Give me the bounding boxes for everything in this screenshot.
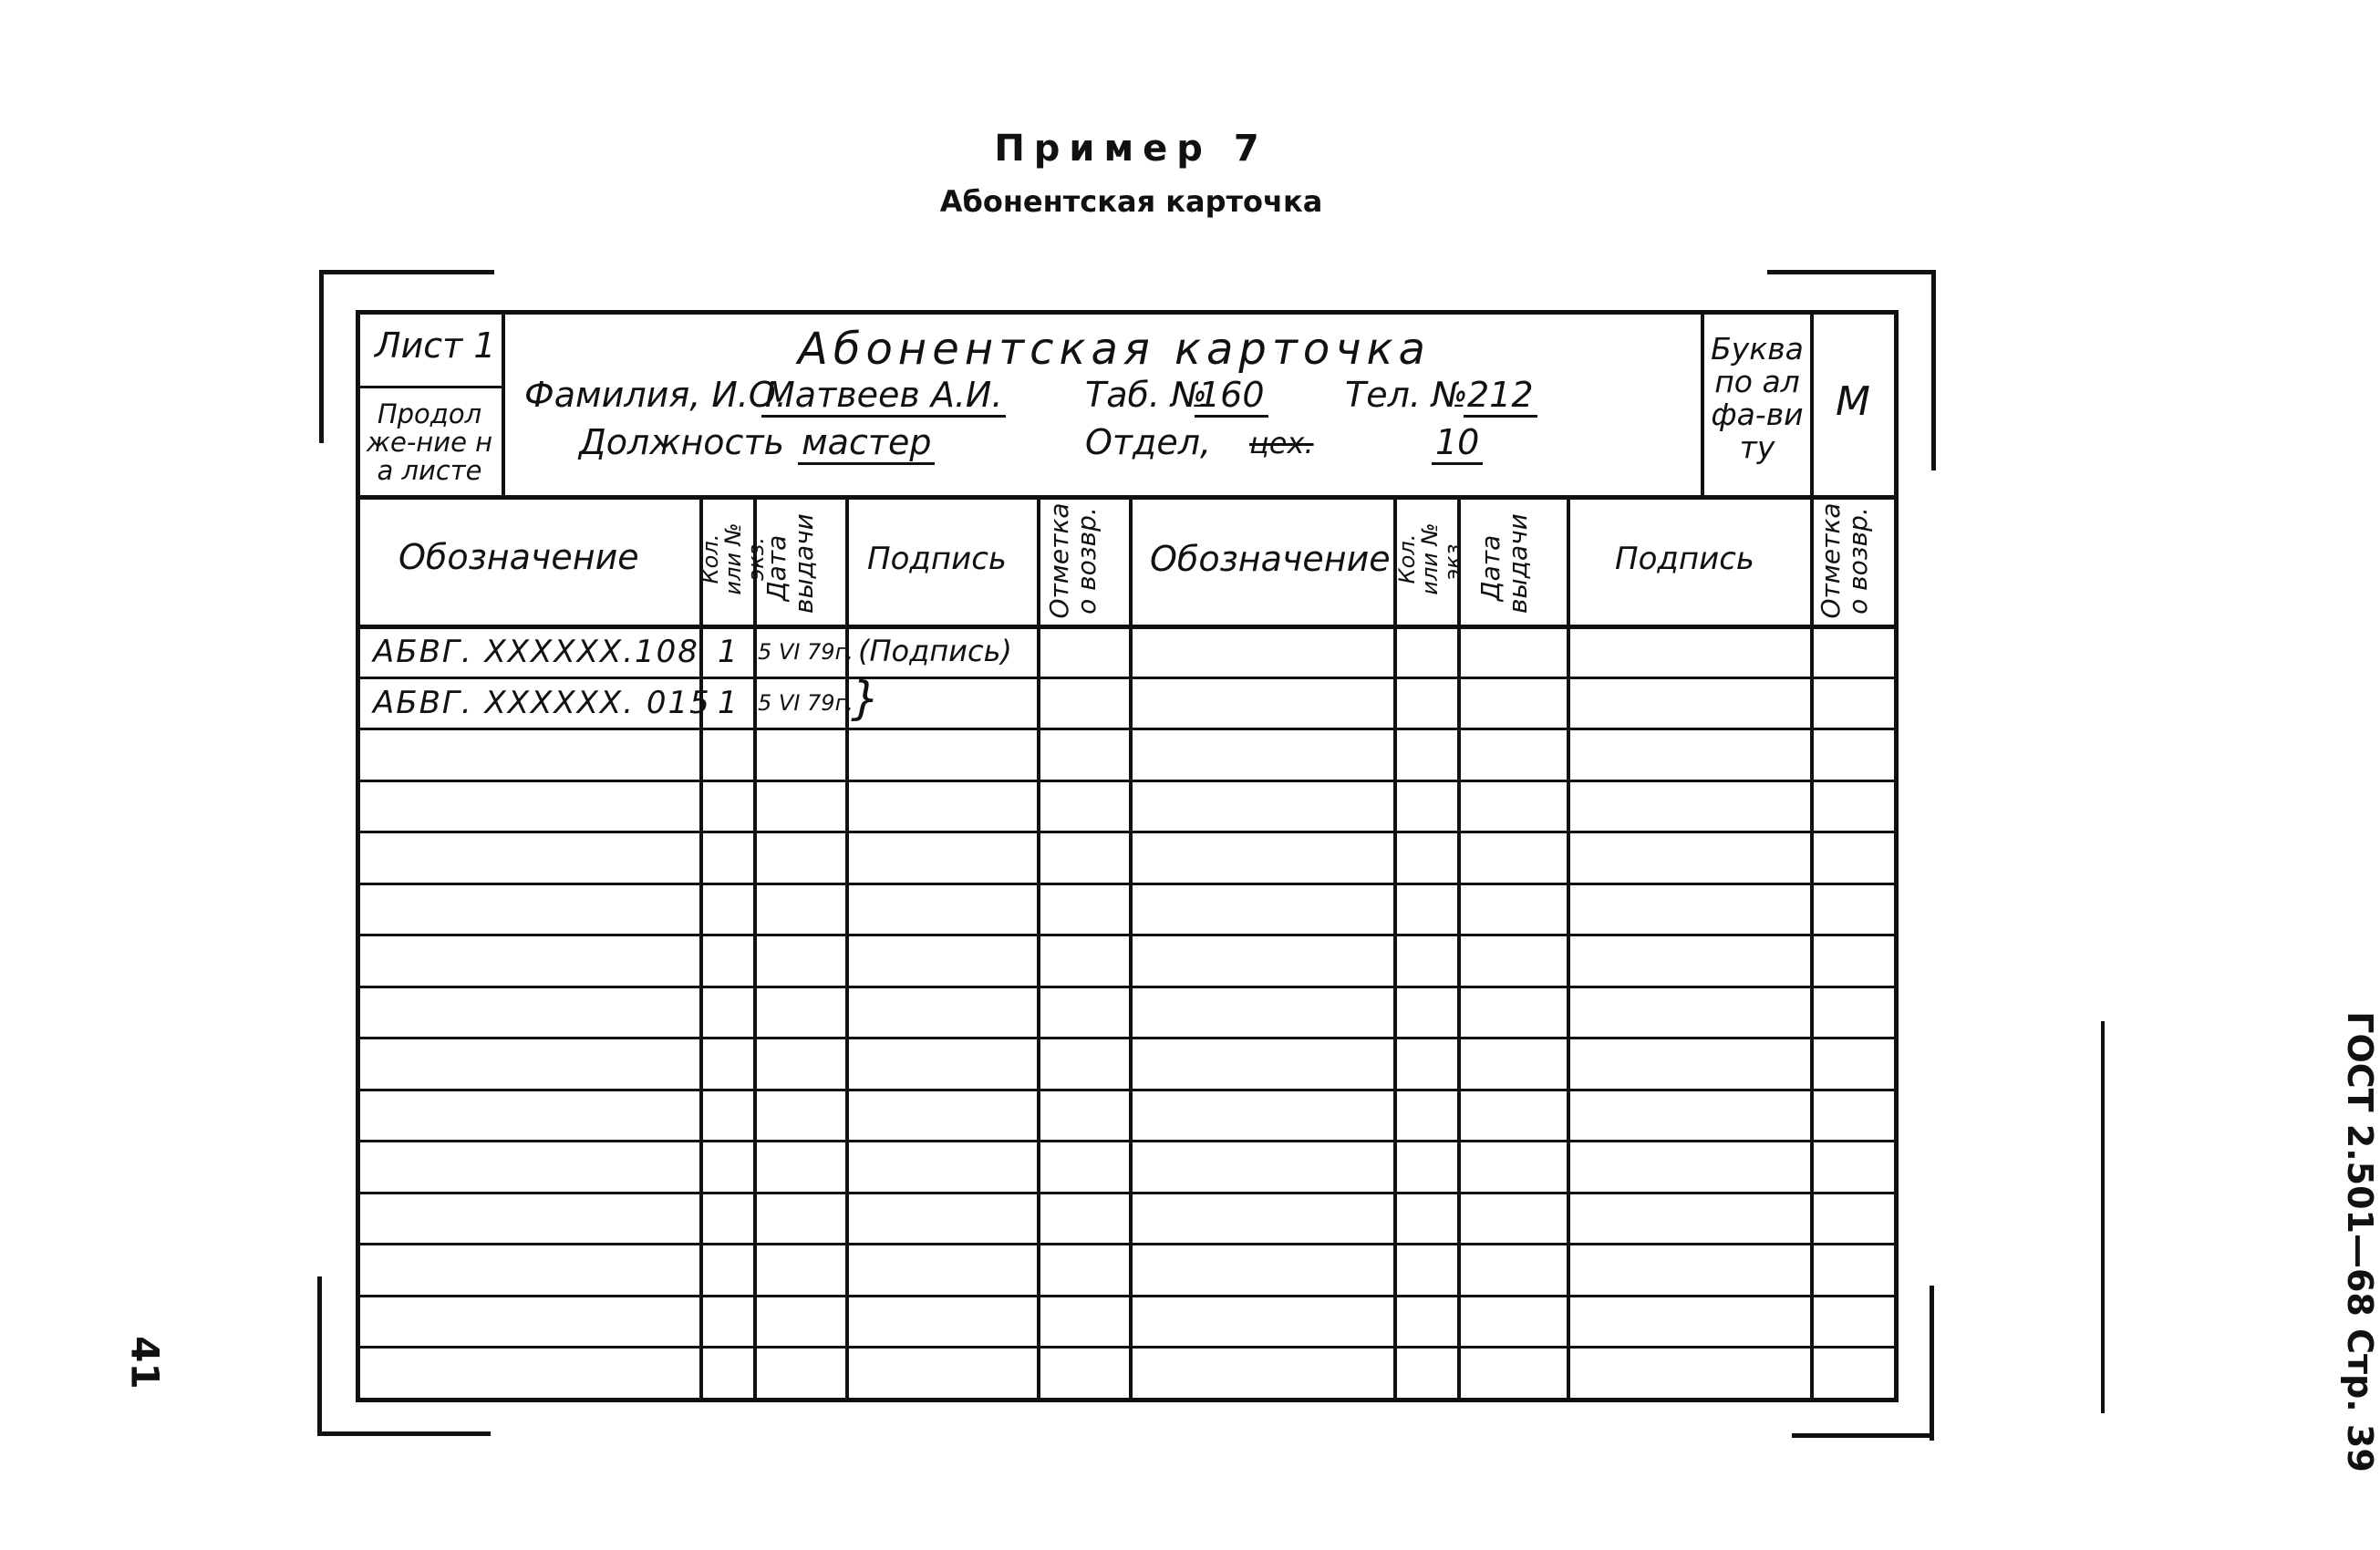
tel-value: 212 xyxy=(1464,375,1537,418)
header-qty-left: Кол. или № экз. xyxy=(698,522,769,595)
alphabet-letter-value: М xyxy=(1836,378,1870,425)
table-row-divider xyxy=(360,1295,1894,1297)
col-line-5 xyxy=(1129,495,1133,1398)
tab-label: Таб. № xyxy=(1085,375,1207,415)
header-designation-left: Обозначение xyxy=(398,537,639,577)
example-heading: Пример 7 xyxy=(994,128,1268,170)
table-row-divider xyxy=(360,1089,1894,1091)
sheet-divider xyxy=(360,386,503,388)
row-2-signature-brace: } xyxy=(851,672,880,725)
col-line-8 xyxy=(1567,495,1570,1398)
crop-mark-bottom-left-h xyxy=(317,1431,491,1436)
table-row-divider xyxy=(360,1243,1894,1245)
document-title: Абонентская карточка xyxy=(939,184,1323,219)
header-signature-left: Подпись xyxy=(867,541,1007,577)
col-line-4 xyxy=(1037,495,1040,1398)
col-line-7 xyxy=(1457,495,1461,1398)
table-row-divider xyxy=(360,1037,1894,1039)
row-1-qty: 1 xyxy=(718,634,738,670)
table-row-divider xyxy=(360,677,1894,679)
header-bottom-border xyxy=(360,495,1894,500)
header-signature-right: Подпись xyxy=(1615,541,1754,577)
table-row-divider xyxy=(360,1346,1894,1348)
sheet-label: Лист 1 xyxy=(375,326,496,366)
table-row-divider xyxy=(360,780,1894,782)
table-row-divider xyxy=(360,986,1894,988)
alphabet-letter-label: Буква по алфа-виту xyxy=(1711,331,1804,465)
page-number: 41 xyxy=(122,1336,168,1390)
header-divider-right-2 xyxy=(1810,315,1814,495)
tab-value: 160 xyxy=(1195,375,1268,418)
col-line-1 xyxy=(699,495,703,1398)
table-row-divider xyxy=(360,883,1894,885)
header-date-right: Дата выдачи xyxy=(1475,513,1533,614)
tel-label: Тел. № xyxy=(1345,375,1468,415)
table-row-divider xyxy=(360,1192,1894,1194)
header-divider-left xyxy=(502,315,505,495)
header-date-left: Дата выдачи xyxy=(761,513,819,614)
row-1-date: 5 VI 79г. xyxy=(758,639,854,665)
card-title: Абонентская карточка xyxy=(798,324,1431,375)
position-label: Должность xyxy=(579,422,784,462)
table-row-divider xyxy=(360,1140,1894,1142)
crop-mark-top-right-h xyxy=(1767,270,1936,274)
table-header-bottom-border xyxy=(360,625,1894,629)
col-line-6 xyxy=(1393,495,1397,1398)
header-designation-right: Обозначение xyxy=(1150,539,1391,579)
crop-mark-bottom-right-h xyxy=(1792,1433,1934,1438)
dept-value: 10 xyxy=(1432,422,1483,465)
col-line-3 xyxy=(845,495,849,1398)
row-2-date: 5 VI 79г. xyxy=(758,690,854,716)
dept-label: Отдел, xyxy=(1085,422,1212,462)
header-divider-right-1 xyxy=(1701,315,1704,495)
gost-side-rule xyxy=(2101,1021,2105,1413)
table-row-divider xyxy=(360,831,1894,833)
dept-struck-word: цех. xyxy=(1249,426,1314,460)
row-2-qty: 1 xyxy=(718,685,738,721)
crop-mark-top-left-h xyxy=(321,270,494,274)
row-1-designation: АБВГ. XXXXXX.108 xyxy=(373,634,699,670)
row-1-signature: (Подпись) xyxy=(858,634,1012,668)
name-value: Матвеев А.И. xyxy=(761,375,1006,418)
crop-mark-bottom-right-v xyxy=(1930,1286,1934,1441)
continuation-label: Продолже-ние на листе xyxy=(366,398,493,486)
row-2-designation: АБВГ. XXXXXX. 015 xyxy=(373,685,711,721)
table-row-divider xyxy=(360,728,1894,730)
position-value: мастер xyxy=(798,422,935,465)
name-label: Фамилия, И.О. xyxy=(524,375,787,415)
table-row-divider xyxy=(360,934,1894,936)
col-line-9 xyxy=(1810,495,1814,1398)
crop-mark-top-left-v xyxy=(319,270,324,443)
header-qty-right: Кол. или № экз. xyxy=(1394,522,1465,595)
header-return-right: Отметка о возвр. xyxy=(1816,502,1873,619)
gost-page-reference: ГОСТ 2.501—68 Стр. 39 xyxy=(2340,1011,2380,1472)
col-line-2 xyxy=(753,495,757,1398)
crop-mark-top-right-v xyxy=(1931,270,1936,470)
crop-mark-bottom-left-v xyxy=(317,1276,322,1436)
header-return-left: Отметка о возвр. xyxy=(1044,502,1102,619)
subscriber-card xyxy=(356,310,1899,1402)
